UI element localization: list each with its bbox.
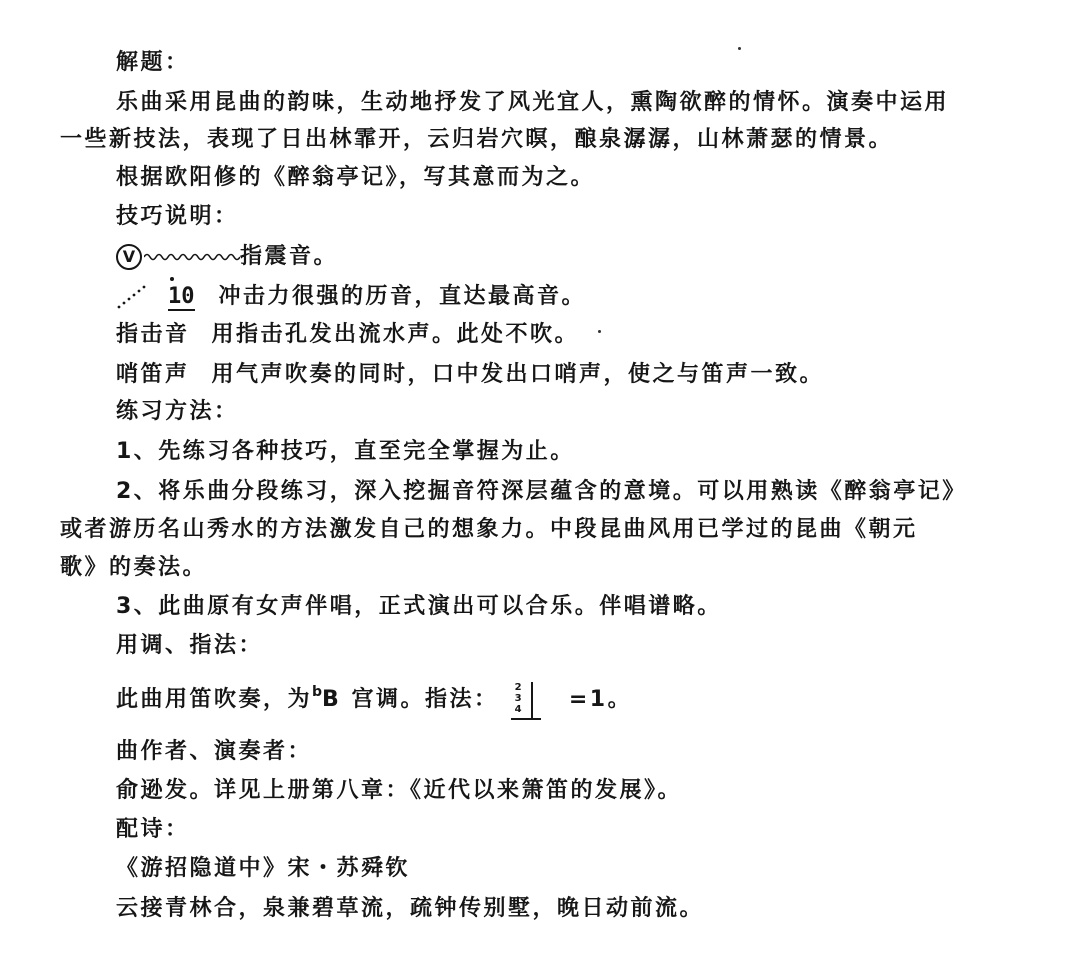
author-text: 俞逊发。详见上册第八章：《近代以来箫笛的发展》。	[116, 778, 683, 803]
technique-whistle	[116, 360, 824, 390]
heading-lianxi: 练习方法：	[116, 399, 239, 424]
heading-jiqiao: 技巧说明：	[116, 204, 239, 229]
practice-2-line-1: 2、将乐曲分段练习，深入挖掘音符深层蕴含的意境。可以用熟读《醉翁亭记》	[116, 479, 967, 504]
vibrato-symbol: V	[116, 244, 142, 270]
poem-title: 《游招隐道中》宋・苏舜钦	[116, 856, 411, 881]
poem-text: 云接青林合，泉兼碧草流，疏钟传别墅，晚日动前流。	[116, 896, 705, 921]
technique-vibrato	[116, 242, 338, 272]
key-prefix: 此曲用笛吹奏，为	[116, 687, 313, 712]
whistle-text: 用气声吹奏的同时，口中发出口哨声，使之与笛声一致。	[211, 362, 825, 387]
heading-peishi: 配诗：	[116, 817, 190, 842]
glide-note: 10	[168, 282, 195, 312]
whistle-label: 哨笛声	[116, 362, 190, 387]
heading-zuozhe: 曲作者、演奏者：	[116, 739, 313, 764]
fingering-diagram: 2 3 4	[509, 684, 549, 716]
fingering-equals: =1。	[568, 687, 633, 712]
description-line-2: 一些新技法，表现了日出林霏开，云归岩穴暝，酿泉潺潺，山林萧瑟的情景。	[60, 127, 894, 152]
practice-2-line-2: 或者游历名山秀水的方法激发自己的想象力。中段昆曲风用已学过的昆曲《朝元	[60, 517, 918, 542]
glide-text: 冲击力很强的历音，直达最高音。	[218, 284, 587, 309]
vibrato-text: 指震音。	[240, 244, 339, 269]
technique-glide	[116, 282, 586, 312]
practice-3: 3、此曲原有女声伴唱，正式演出可以合乐。伴唱谱略。	[116, 594, 722, 619]
practice-2-line-3: 歌》的奏法。	[60, 555, 208, 580]
speck	[738, 47, 741, 50]
flat-sign: b	[312, 684, 323, 700]
practice-1: 1、先练习各种技巧，直至完全掌握为止。	[116, 439, 575, 464]
trill-wave-icon	[144, 251, 240, 263]
key-and-fingering	[116, 684, 632, 717]
heading-yongdiao: 用调、指法：	[116, 633, 264, 658]
technique-finger-strike	[116, 320, 579, 350]
glissando-icon	[116, 285, 146, 309]
finger-strike-label: 指击音	[116, 322, 190, 347]
description-line-3: 根据欧阳修的《醉翁亭记》，写其意而为之。	[116, 165, 596, 190]
description-line-1: 乐曲采用昆曲的韵味，生动地抒发了风光宜人，熏陶欲醉的情怀。演奏中运用	[116, 90, 950, 115]
key-name: B 宫调。指法：	[322, 687, 499, 712]
speck	[598, 330, 601, 333]
finger-strike-text: 用指击孔发出流水声。此处不吹。	[211, 322, 580, 347]
heading-jieti: 解题：	[116, 50, 190, 75]
